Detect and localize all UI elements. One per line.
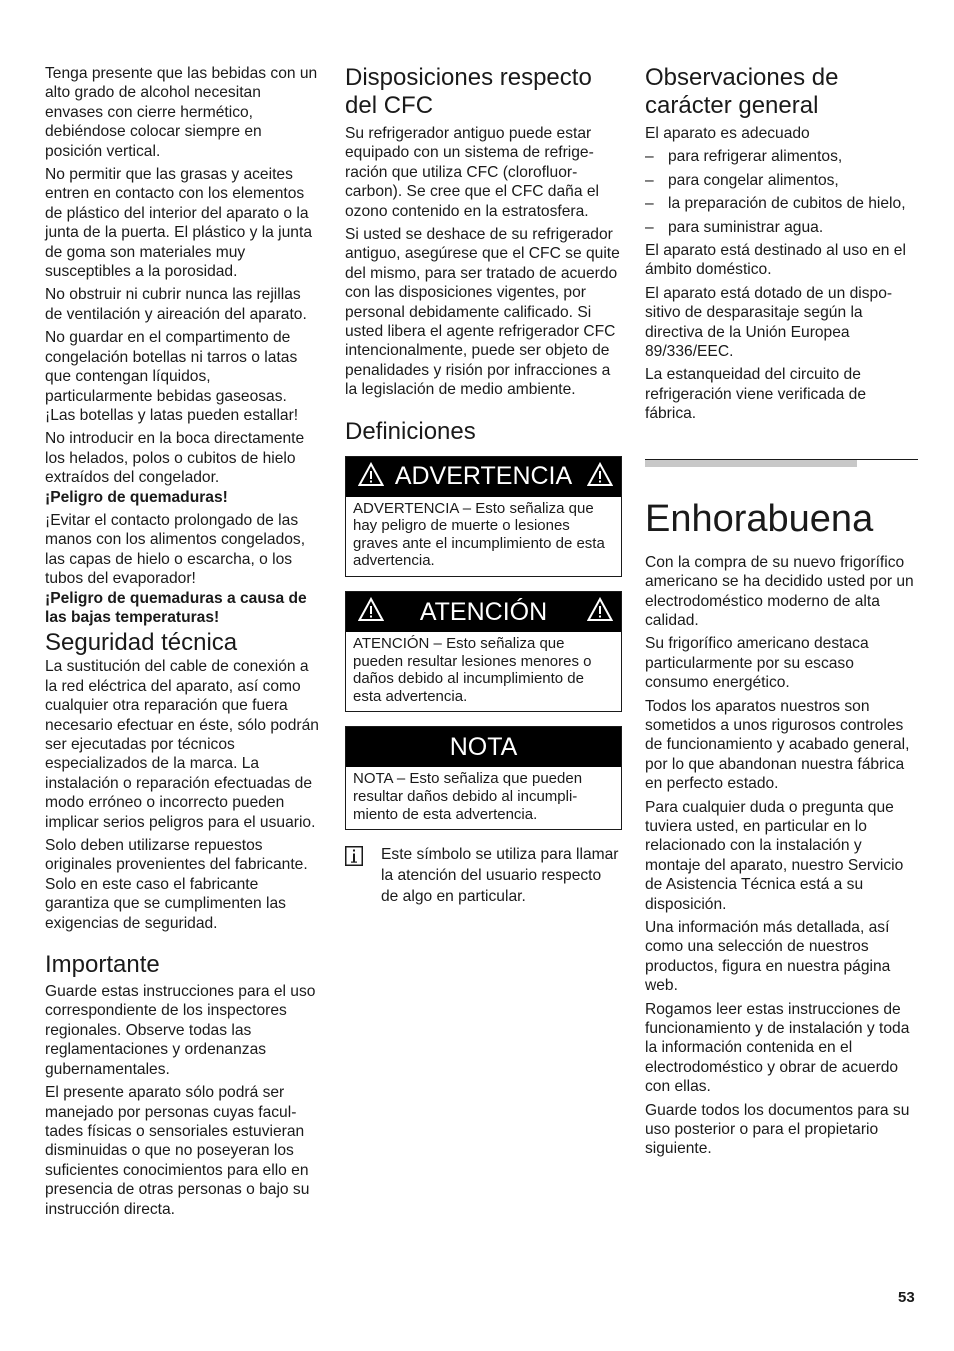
paragraph: ¡Evitar el contacto prolongado de las manos con los alimentos congelados, las capas de hielo o escarcha, o los tubos del evaporador! — [45, 511, 306, 588]
paragraph: Con la compra de su nuevo frigorífico americano se ha decidido usted por un electrodoméstico moderno de alta calidad. — [645, 553, 914, 629]
paragraph: Para cualquier duda o pregunta que tuviera usted, en particular en lo relacionado con la instalación y montaje del aparato, nuestro Servicio de Asistencia Técnica está a su disposición. — [645, 798, 904, 913]
list-item: – para refrigerar alimentos, — [645, 148, 843, 166]
atencion-text: ATENCIÓN – Esto señaliza que pueden resultar lesiones menores o daños debido al incumplimiento de esta advertencia. — [353, 635, 592, 705]
page-number: 53 — [898, 1289, 915, 1306]
paragraph: No obstruir ni cubrir nunca las rejillas de ventilación y aireación del aparato. — [45, 286, 307, 323]
nota-box — [345, 726, 622, 830]
section-heading-importante: Importante — [45, 951, 160, 979]
paragraph: Guarde estas instrucciones para el uso correspondiente de los inspectores regionales. Observe todas las reglamentaciones y ordenanzas gubernamentales. — [45, 983, 316, 1078]
paragraph: No permitir que las grasas y aceites entren en contacto con los elementos de plástico del interior del aparato o la junta de la puerta. El plástico y la junta de goma son materiales muy susceptibles a la porosidad. — [45, 166, 312, 281]
warning-triangle-icon — [358, 462, 384, 488]
info-note — [345, 844, 622, 907]
advertencia-box — [345, 456, 622, 577]
paragraph: La sustitución del cable de conexión a la red eléctrica del aparato, así como cualquier otra reparación que fuera necesario efectuar en éste, sólo podrán ser ejecutadas por técnicos especializados de la marca. La instalación o reparación efectuadas de modo erróneo o incorrecto pueden implicar serios peligros para el usuario. — [45, 658, 319, 831]
advertencia-header — [346, 457, 621, 497]
atencion-header — [346, 592, 621, 632]
paragraph: Rogamos leer estas instrucciones de funcionamiento y de instalación y toda la información contenida en el electrodoméstico y obrar de acuerdo con ellas. — [645, 1000, 910, 1096]
info-i-icon — [345, 846, 363, 866]
section-heading-definiciones: Definiciones — [345, 417, 476, 445]
paragraph: Su frigorífico americano destaca particularmente por su escaso consumo energético. — [645, 635, 869, 692]
list-item: – para congelar alimentos, — [645, 171, 839, 189]
list-item: – la preparación de cubitos de hielo, — [645, 195, 906, 213]
column-left — [45, 64, 320, 1223]
paragraph: Todos los aparatos nuestros son sometidos a unos rigurosos controles de funcionamiento y acabado general, por lo que abandonan nuestra fábrica en perfecto estado. — [645, 697, 910, 793]
nota-text: NOTA – Esto señaliza que pueden resultar daños debido al incumplimiento de esta advertencia. — [353, 770, 583, 823]
paragraph: Solo deben utilizarse repuestos originales provenientes del fabricante. Solo en este caso el fabricante garantiza que se cumplimenten las exigencias de seguridad. — [45, 837, 308, 932]
paragraph: El aparato es adecuado — [645, 125, 810, 142]
column-middle — [345, 64, 622, 907]
paragraph: Si usted se deshace de su refrigerador antiguo, asegúrese que el CFC se quite del mismo, para ser tratado de acuerdo con las disposiciones vigentes, por personal debidamente calificado. Si usted libera el agente refrigerador CFC intencionalmente, puede ser objeto de penalidades y risión por infracciones a la legislación de medio ambiente. — [345, 226, 620, 399]
section-heading-observaciones: Observaciones de carácter general — [645, 64, 839, 119]
list-item: – para suministrar agua. — [645, 218, 824, 236]
advertencia-title: ADVERTENCIA — [394, 462, 573, 491]
paragraph: Guarde todos los documentos para su uso posterior o para el propietario siguiente. — [645, 1101, 910, 1158]
paragraph: No guardar en el compartimento de congelación botellas ni tarros o latas que contengan líquidos, particularmente bebidas gaseosas. ¡Las botellas y latas pueden estallar! — [45, 329, 299, 424]
paragraph: Su refrigerador antiguo puede estar equipado con un sistema de refrigeración que utiliza CFC (clorofluorcarbon). Se cree que el CFC daña el ozono contenido en la estratosfera. — [345, 125, 599, 220]
warning-triangle-icon — [587, 597, 613, 623]
section-heading-seguridad: Seguridad técnica — [45, 629, 238, 657]
cold-burn-warning-heading: ¡Peligro de quemaduras a causa de las bajas temperaturas! — [45, 589, 307, 626]
advertencia-text: ADVERTENCIA – Esto señaliza que hay peligro de muerte o lesiones graves ante el incumplimiento de esta advertencia. — [353, 499, 605, 570]
atencion-title: ATENCIÓN — [419, 597, 548, 626]
warning-triangle-icon — [358, 597, 384, 623]
paragraph: La estanqueidad del circuito de refrigeración viene verificada de fábrica. — [645, 366, 867, 423]
paragraph: Tenga presente que las bebidas con un alto grado de alcohol necesitan envases con cierre hermético, debiéndose colocar siempre en posición vertical. — [45, 65, 318, 160]
section-heading-cfc: Disposiciones respecto del CFC — [345, 64, 592, 119]
column-right — [645, 64, 918, 1163]
info-text: Este símbolo se utiliza para llamar la atención del usuario respecto de algo en particular. — [381, 846, 619, 906]
paragraph: El presente aparato sólo podrá ser manejado por personas cuyas facultades físicas o sensoriales estuvieran disminuidas o que no poseyeran los suficientes conocimientos para ello en presencia de otras personas o bajo su instrucción directa. — [45, 1084, 310, 1218]
page-title-enhorabuena: Enhorabuena — [645, 497, 874, 540]
paragraph: El aparato está dotado de un dispositivo de desparasitaje según la directiva de la Unión Europea 89/336/EEC. — [645, 284, 893, 361]
paragraph: El aparato está destinado al uso en el ámbito doméstico. — [645, 242, 906, 279]
nota-header — [346, 727, 621, 767]
paragraph: Una información más detallada, así como una selección de nuestros productos, figura en nuestra página web. — [645, 919, 891, 995]
section-divider — [645, 459, 918, 469]
atencion-box — [345, 591, 622, 712]
nota-title: NOTA — [449, 732, 518, 761]
burn-warning-heading: ¡Peligro de quemaduras! — [45, 488, 228, 506]
paragraph: No introducir en la boca directamente los helados, polos o cubitos de hielo extraídos del congelador. — [45, 430, 305, 487]
warning-triangle-icon — [587, 462, 613, 488]
